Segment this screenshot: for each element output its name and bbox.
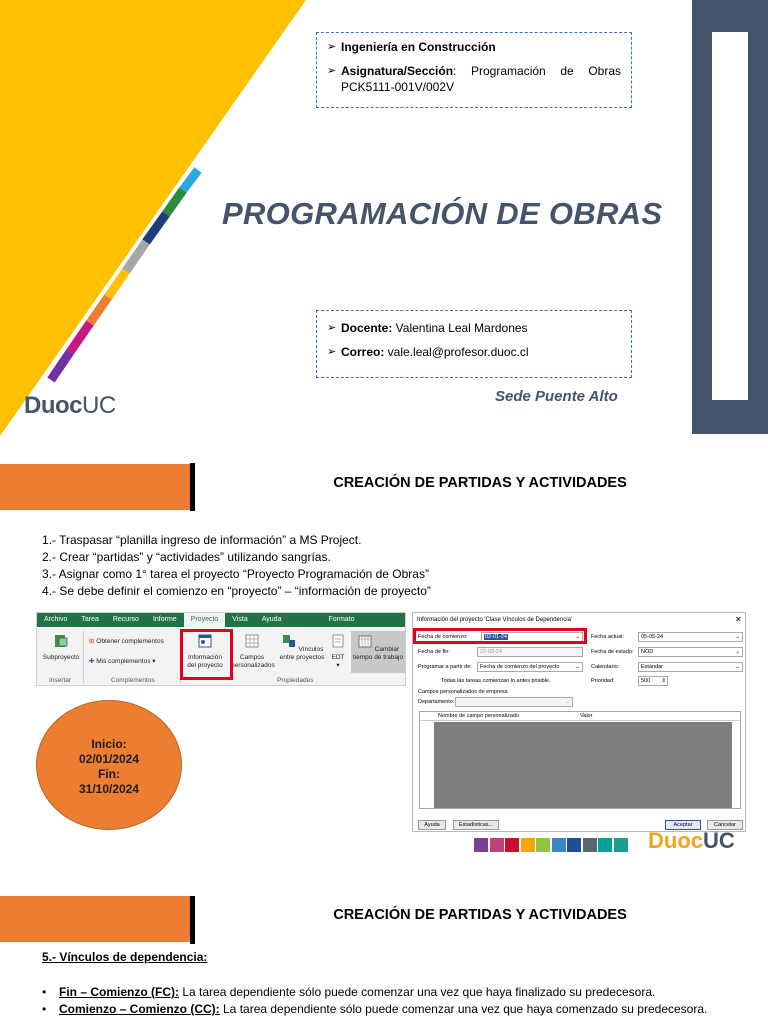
dependency-description: La tarea dependiente sólo puede comenzar una vez que haya finalizado su predecesora. bbox=[179, 985, 656, 999]
arrow-bullet-icon: ➢ bbox=[327, 41, 337, 53]
title-slide bbox=[0, 0, 768, 440]
wbs-icon bbox=[330, 633, 346, 649]
subproyecto-button[interactable]: Subproyecto bbox=[40, 633, 82, 662]
mis-complementos-button[interactable]: ✚ Mis complementos ▾ bbox=[89, 658, 156, 665]
fecha-comienzo-label: Fecha de comienzo: bbox=[418, 634, 468, 640]
bullet-icon: • bbox=[42, 1002, 47, 1016]
departamento-select[interactable] bbox=[455, 697, 573, 707]
chevron-down-icon: ⌄ bbox=[735, 664, 740, 670]
color-swatch bbox=[567, 838, 581, 852]
vinculos-proyectos-button[interactable]: Vínculos entre proyectos bbox=[277, 633, 327, 662]
ribbon-tabs bbox=[37, 613, 405, 627]
programar-select[interactable]: Fecha de comienzo del proyecto ⌄ bbox=[477, 662, 583, 672]
store-icon: ⊞ bbox=[89, 638, 95, 645]
dependency-term: Comienzo – Comienzo (CC): bbox=[59, 1002, 220, 1016]
project-info-dialog bbox=[412, 612, 746, 832]
close-icon[interactable]: ✕ bbox=[735, 615, 742, 624]
chevron-down-icon: ⌄ bbox=[565, 699, 570, 705]
fecha-comienzo-field[interactable]: 02-01-24 ⌄ bbox=[481, 632, 583, 642]
arrow-bullet-icon: ➢ bbox=[327, 346, 337, 358]
aceptar-button[interactable]: Aceptar bbox=[665, 820, 701, 830]
header-orange-bar bbox=[0, 464, 190, 510]
arrow-bullet-icon: ➢ bbox=[327, 65, 337, 77]
inicio-value: 02/01/2024 bbox=[78, 752, 140, 766]
group-label-insertar: Insertar bbox=[49, 677, 72, 684]
campos-personalizados-button[interactable]: Campos personalizados bbox=[231, 633, 273, 670]
dates-oval bbox=[36, 700, 182, 830]
course-info-box bbox=[316, 32, 632, 108]
tab-ayuda[interactable]: Ayuda bbox=[261, 616, 282, 623]
step-item: 2.- Crear “partidas” y “actividades” utilizando sangrías. bbox=[42, 550, 331, 564]
programar-label: Programar a partir de: bbox=[418, 664, 472, 670]
asignatura-label: Asignatura/Sección bbox=[341, 64, 454, 78]
header-black-divider bbox=[190, 896, 195, 944]
calendar-icon bbox=[357, 633, 373, 649]
presentation-title: PROGRAMACIÓN DE OBRAS bbox=[222, 196, 663, 231]
departamento-label: Departamento: bbox=[418, 699, 455, 705]
tab-informe[interactable]: Informe bbox=[152, 616, 177, 623]
dependency-term: Fin – Comienzo (FC): bbox=[59, 985, 179, 999]
highlight-info-proyecto bbox=[180, 629, 233, 680]
list-item bbox=[42, 985, 714, 1000]
prioridad-input[interactable]: 500 ⇕ bbox=[638, 676, 668, 686]
fecha-actual-label: Fecha actual: bbox=[591, 634, 625, 640]
color-swatch bbox=[552, 838, 566, 852]
chevron-down-icon: ⌄ bbox=[735, 634, 740, 640]
docente-value: Valentina Leal Mardones bbox=[392, 321, 528, 335]
obtener-complementos-button[interactable]: ⊞ Obtener complementos bbox=[89, 638, 164, 645]
teacher-info-box bbox=[316, 310, 632, 378]
fin-label: Fin: bbox=[98, 767, 120, 781]
fecha-estado-field[interactable]: NOD ⌄ bbox=[638, 647, 743, 657]
chevron-down-icon: ⌄ bbox=[735, 649, 740, 655]
custom-fields-table bbox=[419, 711, 741, 809]
dependency-section-title: 5.- Vínculos de dependencia: bbox=[42, 950, 208, 964]
asignatura-value: : Programación de Obras PCK5111-001V/002V bbox=[341, 64, 621, 94]
subproject-icon bbox=[53, 633, 69, 649]
campus-name: Sede Puente Alto bbox=[495, 388, 618, 405]
informacion-proyecto-button[interactable]: Información del proyecto bbox=[185, 633, 225, 670]
cancelar-button[interactable]: Cancelar bbox=[707, 820, 743, 830]
duocuc-logo: DuocUC bbox=[648, 828, 735, 853]
prioridad-label: Prioridad: bbox=[591, 678, 615, 684]
spinner-icon: ⇕ bbox=[661, 678, 666, 684]
fecha-fin-field: 22-02-24 bbox=[477, 647, 583, 657]
bullet-icon: • bbox=[42, 985, 47, 999]
inicio-label: Inicio: bbox=[91, 737, 127, 751]
todas-tareas-note: Todas las tareas comienzan lo antes posible. bbox=[441, 678, 551, 684]
color-swatch bbox=[583, 838, 597, 852]
cambiar-tiempo-trabajo-button[interactable]: Cambiar tiempo de trabajo bbox=[351, 631, 405, 673]
dialog-title: Información del proyecto 'Clase Vínculos de Dependencia' bbox=[417, 617, 573, 623]
fecha-estado-label: Fecha de estado: bbox=[591, 649, 634, 655]
dependency-list bbox=[42, 985, 714, 1019]
color-swatch bbox=[474, 838, 488, 852]
campos-empresa-heading: Campos personalizados de empresa bbox=[418, 689, 508, 695]
fin-value: 31/10/2024 bbox=[78, 782, 140, 796]
color-swatch bbox=[598, 838, 612, 852]
color-swatch bbox=[521, 838, 535, 852]
tab-vista[interactable]: Vista bbox=[232, 616, 248, 623]
tab-formato[interactable]: Formato bbox=[328, 616, 355, 623]
chevron-down-icon: ⌄ bbox=[575, 664, 580, 670]
fecha-fin-label: Fecha de fin: bbox=[418, 649, 450, 655]
tab-archivo[interactable]: Archivo bbox=[44, 616, 68, 623]
duocuc-logo: DuocUC bbox=[24, 392, 116, 419]
step-item: 3.- Asignar como 1° tarea el proyecto “Proyecto Programación de Obras” bbox=[42, 567, 429, 581]
calendario-label: Calendario: bbox=[591, 664, 620, 670]
column-header-nombre: Nombre de campo personalizado bbox=[438, 713, 520, 719]
color-swatch bbox=[536, 838, 550, 852]
correo-value: vale.leal@profesor.duoc.cl bbox=[384, 345, 529, 359]
addins-icon: ✚ bbox=[89, 658, 95, 665]
group-divider bbox=[83, 631, 84, 683]
header-black-divider bbox=[190, 463, 195, 511]
group-label-propiedades: Propiedades bbox=[277, 677, 314, 684]
ayuda-button[interactable]: Ayuda bbox=[418, 820, 446, 830]
custom-fields-icon bbox=[244, 633, 260, 649]
estadisticas-button[interactable]: Estadísticas... bbox=[453, 820, 499, 830]
chevron-down-icon: ⌄ bbox=[575, 634, 580, 640]
list-item bbox=[42, 1002, 714, 1017]
dependency-description: La tarea dependiente sólo puede comenzar una vez que haya comenzado su predecesora. bbox=[219, 1002, 708, 1016]
docente-label: Docente: bbox=[341, 321, 393, 335]
step-item: 4.- Se debe definir el comienzo en “proyecto” – “información de proyecto” bbox=[42, 584, 431, 598]
section-heading: CREACIÓN DE PARTIDAS Y ACTIVIDADES bbox=[333, 907, 627, 923]
column-header-valor: Valor bbox=[580, 713, 593, 719]
color-swatch bbox=[505, 838, 519, 852]
tab-tarea[interactable]: Tarea bbox=[81, 616, 99, 623]
header-orange-bar bbox=[0, 896, 190, 942]
section-heading: CREACIÓN DE PARTIDAS Y ACTIVIDADES bbox=[333, 475, 627, 491]
color-swatch bbox=[490, 838, 504, 852]
table-header bbox=[420, 712, 740, 721]
links-icon bbox=[281, 633, 297, 649]
steps-list bbox=[42, 532, 431, 600]
group-label-complementos: Complementos bbox=[111, 677, 155, 684]
career-name: Ingeniería en Construcción bbox=[341, 40, 496, 54]
tab-recurso[interactable]: Recurso bbox=[112, 616, 139, 623]
correo-label: Correo: bbox=[341, 345, 385, 359]
highlight-fecha-comienzo bbox=[413, 628, 587, 644]
step-item: 1.- Traspasar “planilla ingreso de información” a MS Project. bbox=[42, 533, 362, 547]
color-swatch bbox=[614, 838, 628, 852]
edt-button[interactable]: EDT ▾ bbox=[329, 633, 347, 670]
table-body[interactable] bbox=[434, 722, 732, 808]
tab-proyecto[interactable]: Proyecto bbox=[184, 613, 226, 627]
arrow-bullet-icon: ➢ bbox=[327, 322, 337, 334]
calendario-select[interactable]: Estándar ⌄ bbox=[638, 662, 743, 672]
fecha-actual-field[interactable]: 05-05-24 ⌄ bbox=[638, 632, 743, 642]
